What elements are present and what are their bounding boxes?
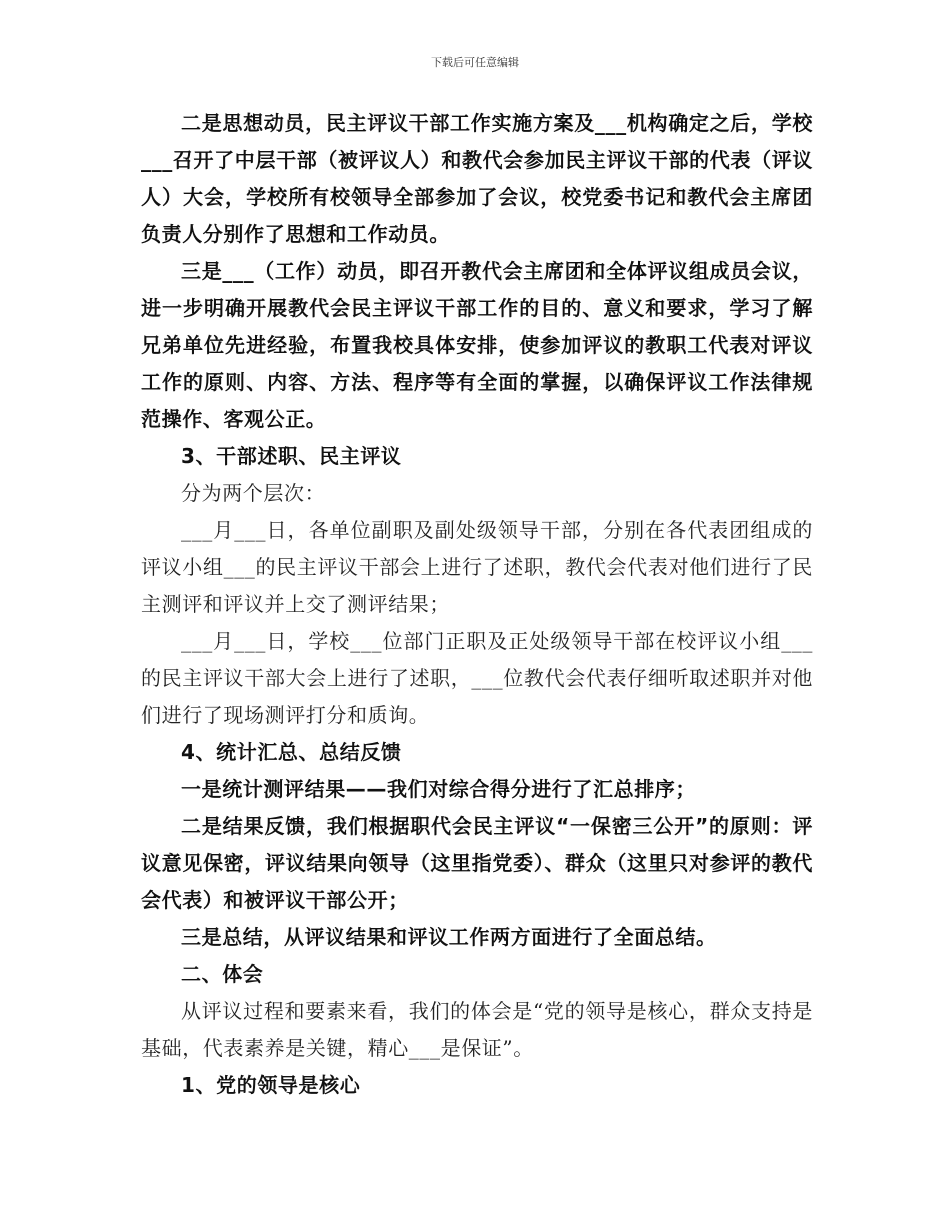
section-heading-party-leadership: 1、党的领导是核心 bbox=[181, 1073, 361, 1097]
paragraph-thought-mobilization: 二是思想动员，民主评议干部工作实施方案及___机构确定之后，学校___召开了中层干部（被评议人）和教代会参加民主评议干部的代表（评议人）大会，学校所有校领导全部参加了会议，校党委书记和教代会主席团负责人分别作了思想和工作动员。 bbox=[141, 111, 813, 246]
paragraph-work-mobilization: 三是___（工作）动员，即召开教代会主席团和全体评议组成员会议，进一步明确开展教代会民主评议干部工作的目的、意义和要求，学习了解兄弟单位先进经验，布置我校具体安排，使参加评议的教职工代表对评议工作的原则、内容、方法、程序等有全面的掌握，以确保评议工作法律规范操作、客观公正。 bbox=[141, 259, 813, 431]
document-body bbox=[141, 105, 813, 1104]
paragraph-deputy-debriefing: ___月___日，各单位副职及副处级领导干部，分别在各代表团组成的评议小组___的民主评议干部会上进行了述职，教代会代表对他们进行了民主测评和评议并上交了测评结果； bbox=[141, 518, 813, 616]
paragraph-experience-summary: 从评议过程和要素来看，我们的体会是“党的领导是核心，群众支持是基础，代表素养是关键，精心___是保证”。 bbox=[141, 999, 813, 1060]
section-heading-debriefing: 3、干部述职、民主评议 bbox=[181, 444, 402, 468]
paragraph-conclusion: 三是总结，从评议结果和评议工作两方面进行了全面总结。 bbox=[181, 925, 717, 949]
section-heading-experience: 二、体会 bbox=[181, 962, 264, 986]
paragraph-chief-debriefing: ___月___日，学校___位部门正职及正处级领导干部在校评议小组___的民主评议干部大会上进行了述职，___位教代会代表仔细听取述职并对他们进行了现场测评打分和质询。 bbox=[141, 629, 813, 727]
paragraph-statistics: 一是统计测评结果——我们对综合得分进行了汇总排序； bbox=[181, 777, 696, 801]
paragraph-two-levels: 分为两个层次： bbox=[181, 481, 326, 505]
paragraph-feedback: 二是结果反馈，我们根据职代会民主评议“一保密三公开”的原则：评议意见保密，评议结果向领导（这里指党委）、群众（这里只对参评的教代会代表）和被评议干部公开； bbox=[141, 814, 813, 912]
section-heading-summary: 4、统计汇总、总结反馈 bbox=[181, 740, 402, 764]
page-header: 下载后可任意编辑 bbox=[431, 56, 519, 69]
